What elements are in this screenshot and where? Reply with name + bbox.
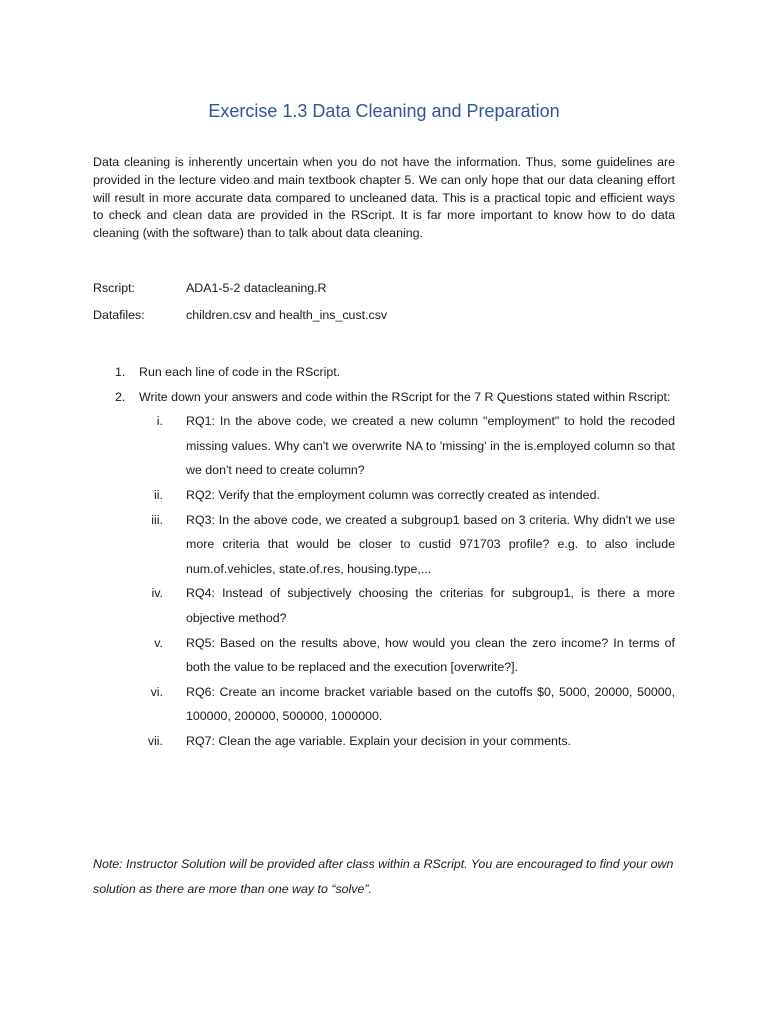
- roman-numeral: i.: [156, 414, 163, 429]
- datafiles-value: children.csv and health_ins_cust.csv: [186, 308, 388, 322]
- list-number: 1.: [115, 365, 126, 379]
- question-text: RQ7: Clean the age variable. Explain your decision in your comments.: [186, 733, 571, 748]
- question-item: [93, 729, 675, 754]
- list-item: [93, 360, 675, 385]
- question-text: RQ6: Create an income bracket variable based on the cutoffs $0, 5000, 20000, 50000, 100000, 200000, 500000, 1000000.: [186, 684, 675, 724]
- list-number: 2.: [115, 389, 126, 404]
- question-text: RQ4: Instead of subjectively choosing the criterias for subgroup1, is there a more objective method?: [186, 586, 675, 625]
- roman-numeral: vi.: [150, 684, 163, 699]
- roman-numeral: vii.: [147, 733, 163, 748]
- page-title: Exercise 1.3 Data Cleaning and Preparation: [208, 101, 560, 121]
- question-item: [93, 631, 675, 680]
- question-item: [93, 581, 675, 630]
- instructions-list: [93, 360, 675, 754]
- question-text: RQ3: In the above code, we created a subgroup1 based on 3 criteria. Why didn't we use more criteria that would be closer to custid 971703 profile? e.g. to also include num.of.vehicles, state.of.res, housing.type,...: [186, 512, 675, 576]
- question-text: RQ1: In the above code, we created a new column "employment" to hold the recoded missing values. Why can't we overwrite NA to 'missing' in the is.employed column so that we don't need to create column?: [186, 414, 675, 478]
- list-item: [93, 385, 675, 410]
- question-item: [93, 680, 675, 729]
- roman-numeral: v.: [154, 635, 163, 650]
- list-item-text: Write down your answers and code within the RScript for the 7 R Questions stated within Rscript:: [139, 389, 671, 404]
- question-text: RQ2: Verify that the employment column was correctly created as intended.: [186, 487, 600, 502]
- roman-numeral: ii.: [154, 487, 163, 502]
- list-item-text: Run each line of code in the RScript.: [139, 365, 341, 379]
- question-item: [93, 409, 675, 483]
- question-text: RQ5: Based on the results above, how would you clean the zero income? In terms of both the value to be replaced and the execution [overwrite?].: [186, 635, 675, 675]
- datafiles-label: Datafiles:: [93, 308, 145, 322]
- roman-numeral: iii.: [151, 512, 163, 527]
- roman-numeral: iv.: [151, 586, 163, 601]
- rscript-label: Rscript:: [93, 281, 135, 295]
- intro-paragraph: Data cleaning is inherently uncertain when you do not have the information. Thus, some guidelines are provided in the lecture video and main textbook chapter 5. We can only hope that our data cleaning effort will result in more accurate data compared to uncleaned data. This is a practical topic and efficient ways to check and clean data are provided in the RScript. It is far more important to know how to do data cleaning (with the software) than to talk about data cleaning.: [93, 155, 675, 241]
- rscript-value: ADA1-5-2 datacleaning.R: [186, 281, 327, 295]
- question-item: [93, 483, 675, 508]
- question-item: [93, 508, 675, 582]
- instructor-note: Note: Instructor Solution will be provided after class within a RScript. You are encouraged to find your own solution as there are more than one way to “solve”.: [93, 857, 674, 896]
